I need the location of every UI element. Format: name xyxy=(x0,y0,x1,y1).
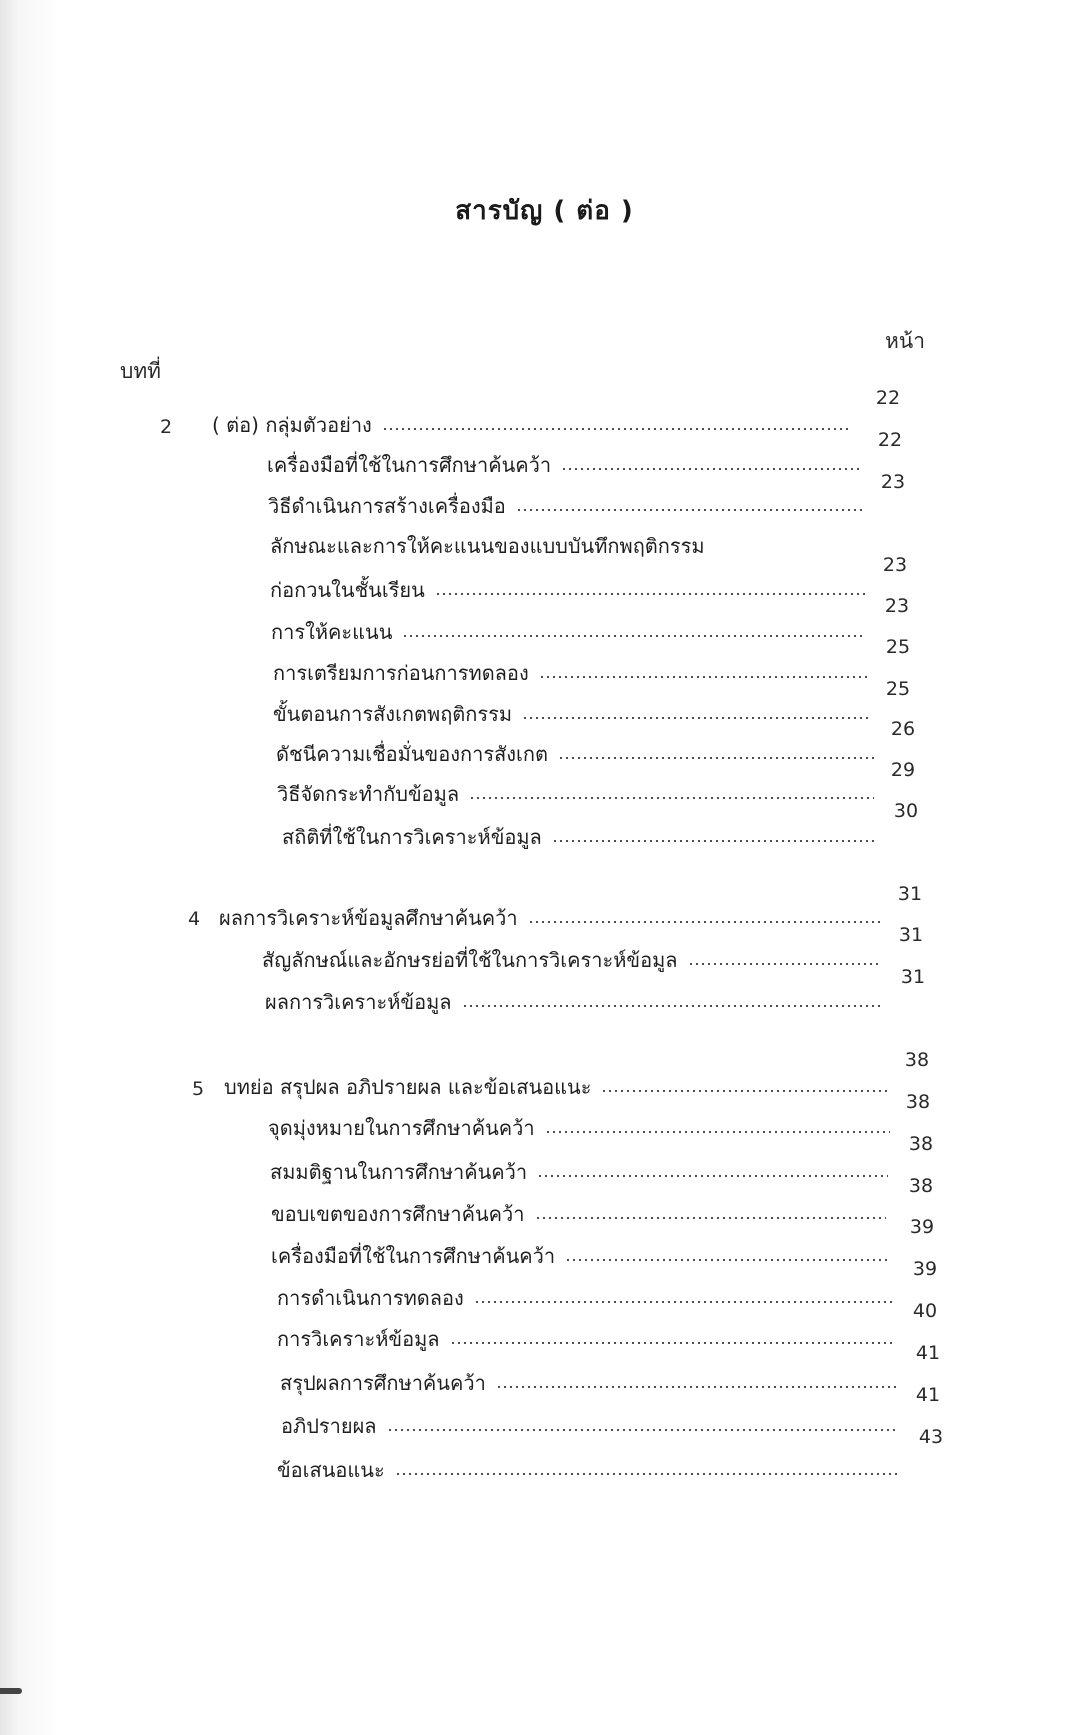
toc-entry-page: 23 xyxy=(882,554,908,576)
toc-entry-label: การดำเนินการทดลอง xyxy=(277,1286,464,1310)
toc-entry-page: 38 xyxy=(904,1049,930,1071)
toc-leader-dots xyxy=(528,920,882,924)
toc-entry-label: สมมติฐานในการศึกษาค้นคว้า xyxy=(270,1160,528,1184)
page-column-header: หน้า xyxy=(885,329,925,353)
toc-entry-page: 22 xyxy=(875,387,901,409)
toc-leader-dots xyxy=(545,1130,890,1134)
toc-entry-label: วิธีจัดกระทำกับข้อมูล xyxy=(277,782,460,806)
toc-entry-label: ( ต่อ) กลุ่มตัวอย่าง xyxy=(212,413,372,437)
toc-leader-dots xyxy=(382,427,852,431)
toc-entry-label: จุดมุ่งหมายในการศึกษาค้นคว้า xyxy=(268,1116,535,1140)
toc-entry-label: ขอบเขตของการศึกษาค้นคว้า xyxy=(271,1202,525,1226)
chapter-number: 2 xyxy=(160,416,173,438)
toc-entry-page: 30 xyxy=(893,800,919,822)
toc-entry-page: 38 xyxy=(908,1133,934,1155)
toc-entry-label: ลักษณะและการให้คะแนนของแบบบันทึกพฤติกรรม xyxy=(270,534,705,558)
toc-entry-page: 38 xyxy=(905,1091,931,1113)
toc-leader-dots xyxy=(462,1004,884,1008)
toc-leader-dots xyxy=(539,675,870,679)
toc-leader-dots xyxy=(516,508,862,512)
toc-leader-dots xyxy=(395,1472,900,1476)
toc-leader-dots xyxy=(558,756,874,760)
toc-entry-label: เครื่องมือที่ใช้ในการศึกษาค้นคว้า xyxy=(267,453,552,477)
page-title: สารบัญ ( ต่อ ) xyxy=(455,196,634,226)
toc-entry-page: 39 xyxy=(912,1258,938,1280)
toc-entry-page: 43 xyxy=(918,1426,944,1448)
toc-entry-page: 25 xyxy=(885,678,911,700)
toc-entry-page: 39 xyxy=(909,1216,935,1238)
toc-leader-dots xyxy=(435,592,866,596)
toc-leader-dots xyxy=(387,1428,896,1432)
toc-entry-page: 38 xyxy=(908,1175,934,1197)
toc-entry-page: 41 xyxy=(915,1342,941,1364)
toc-leader-dots xyxy=(561,467,860,471)
toc-leader-dots xyxy=(601,1089,890,1093)
toc-entry-label: การให้คะแนน xyxy=(271,620,393,644)
chapter-number: 4 xyxy=(188,908,201,930)
toc-entry-page: 31 xyxy=(897,883,923,905)
toc-entry-page: 31 xyxy=(898,924,924,946)
toc-entry-label: ผลการวิเคราะห์ข้อมูล xyxy=(265,990,452,1014)
toc-entry-label: ผลการวิเคราะห์ข้อมูลศึกษาค้นคว้า xyxy=(219,906,518,930)
toc-entry-label: วิธีดำเนินการสร้างเครื่องมือ xyxy=(268,494,506,518)
toc-leader-dots xyxy=(535,1216,886,1220)
toc-leader-dots xyxy=(469,796,874,800)
toc-entry-page: 23 xyxy=(884,595,910,617)
toc-entry-label: ดัชนีความเชื่อมั่นของการสังเกต xyxy=(276,742,548,766)
chapter-number: 5 xyxy=(192,1078,205,1100)
toc-entry-label: บทย่อ สรุปผล อภิปรายผล และข้อเสนอแนะ xyxy=(224,1075,592,1099)
toc-leader-dots xyxy=(474,1300,894,1304)
toc-entry-page: 40 xyxy=(912,1300,938,1322)
toc-entry-label: สรุปผลการศึกษาค้นคว้า xyxy=(280,1371,486,1395)
toc-entry-label: เครื่องมือที่ใช้ในการศึกษาค้นคว้า xyxy=(271,1244,556,1268)
toc-entry-page: 25 xyxy=(885,636,911,658)
toc-leader-dots xyxy=(688,962,882,966)
toc-entry-label: การเตรียมการก่อนการทดลอง xyxy=(273,661,529,685)
toc-entry-label: อภิปรายผล xyxy=(281,1414,377,1438)
toc-entry-page: 29 xyxy=(890,759,916,781)
toc-leader-dots xyxy=(565,1258,890,1262)
toc-leader-dots xyxy=(537,1174,888,1178)
toc-leader-dots xyxy=(496,1385,896,1389)
toc-entry-page: 41 xyxy=(915,1384,941,1406)
toc-entry-label: ก่อกวนในชั้นเรียน xyxy=(270,578,425,602)
toc-leader-dots xyxy=(450,1341,892,1345)
toc-entry-label: ขั้นตอนการสังเกตพฤติกรรม xyxy=(273,702,513,726)
toc-entry-page: 31 xyxy=(900,966,926,988)
toc-entry-page: 22 xyxy=(877,429,903,451)
toc-entry-label: การวิเคราะห์ข้อมูล xyxy=(277,1327,440,1351)
toc-entry-page: 26 xyxy=(890,718,916,740)
toc-entry-page: 23 xyxy=(880,471,906,493)
toc-entry-label: สัญลักษณ์และอักษรย่อที่ใช้ในการวิเคราะห์ข้อมูล xyxy=(262,948,678,972)
toc-entry-label: ข้อเสนอแนะ xyxy=(277,1458,385,1482)
chapter-column-header: บทที่ xyxy=(120,359,162,383)
toc-entry-label: สถิติที่ใช้ในการวิเคราะห์ข้อมูล xyxy=(282,825,542,849)
toc-leader-dots xyxy=(402,634,866,638)
toc-leader-dots xyxy=(522,716,870,720)
scan-mark xyxy=(0,1688,22,1694)
toc-leader-dots xyxy=(552,839,874,843)
